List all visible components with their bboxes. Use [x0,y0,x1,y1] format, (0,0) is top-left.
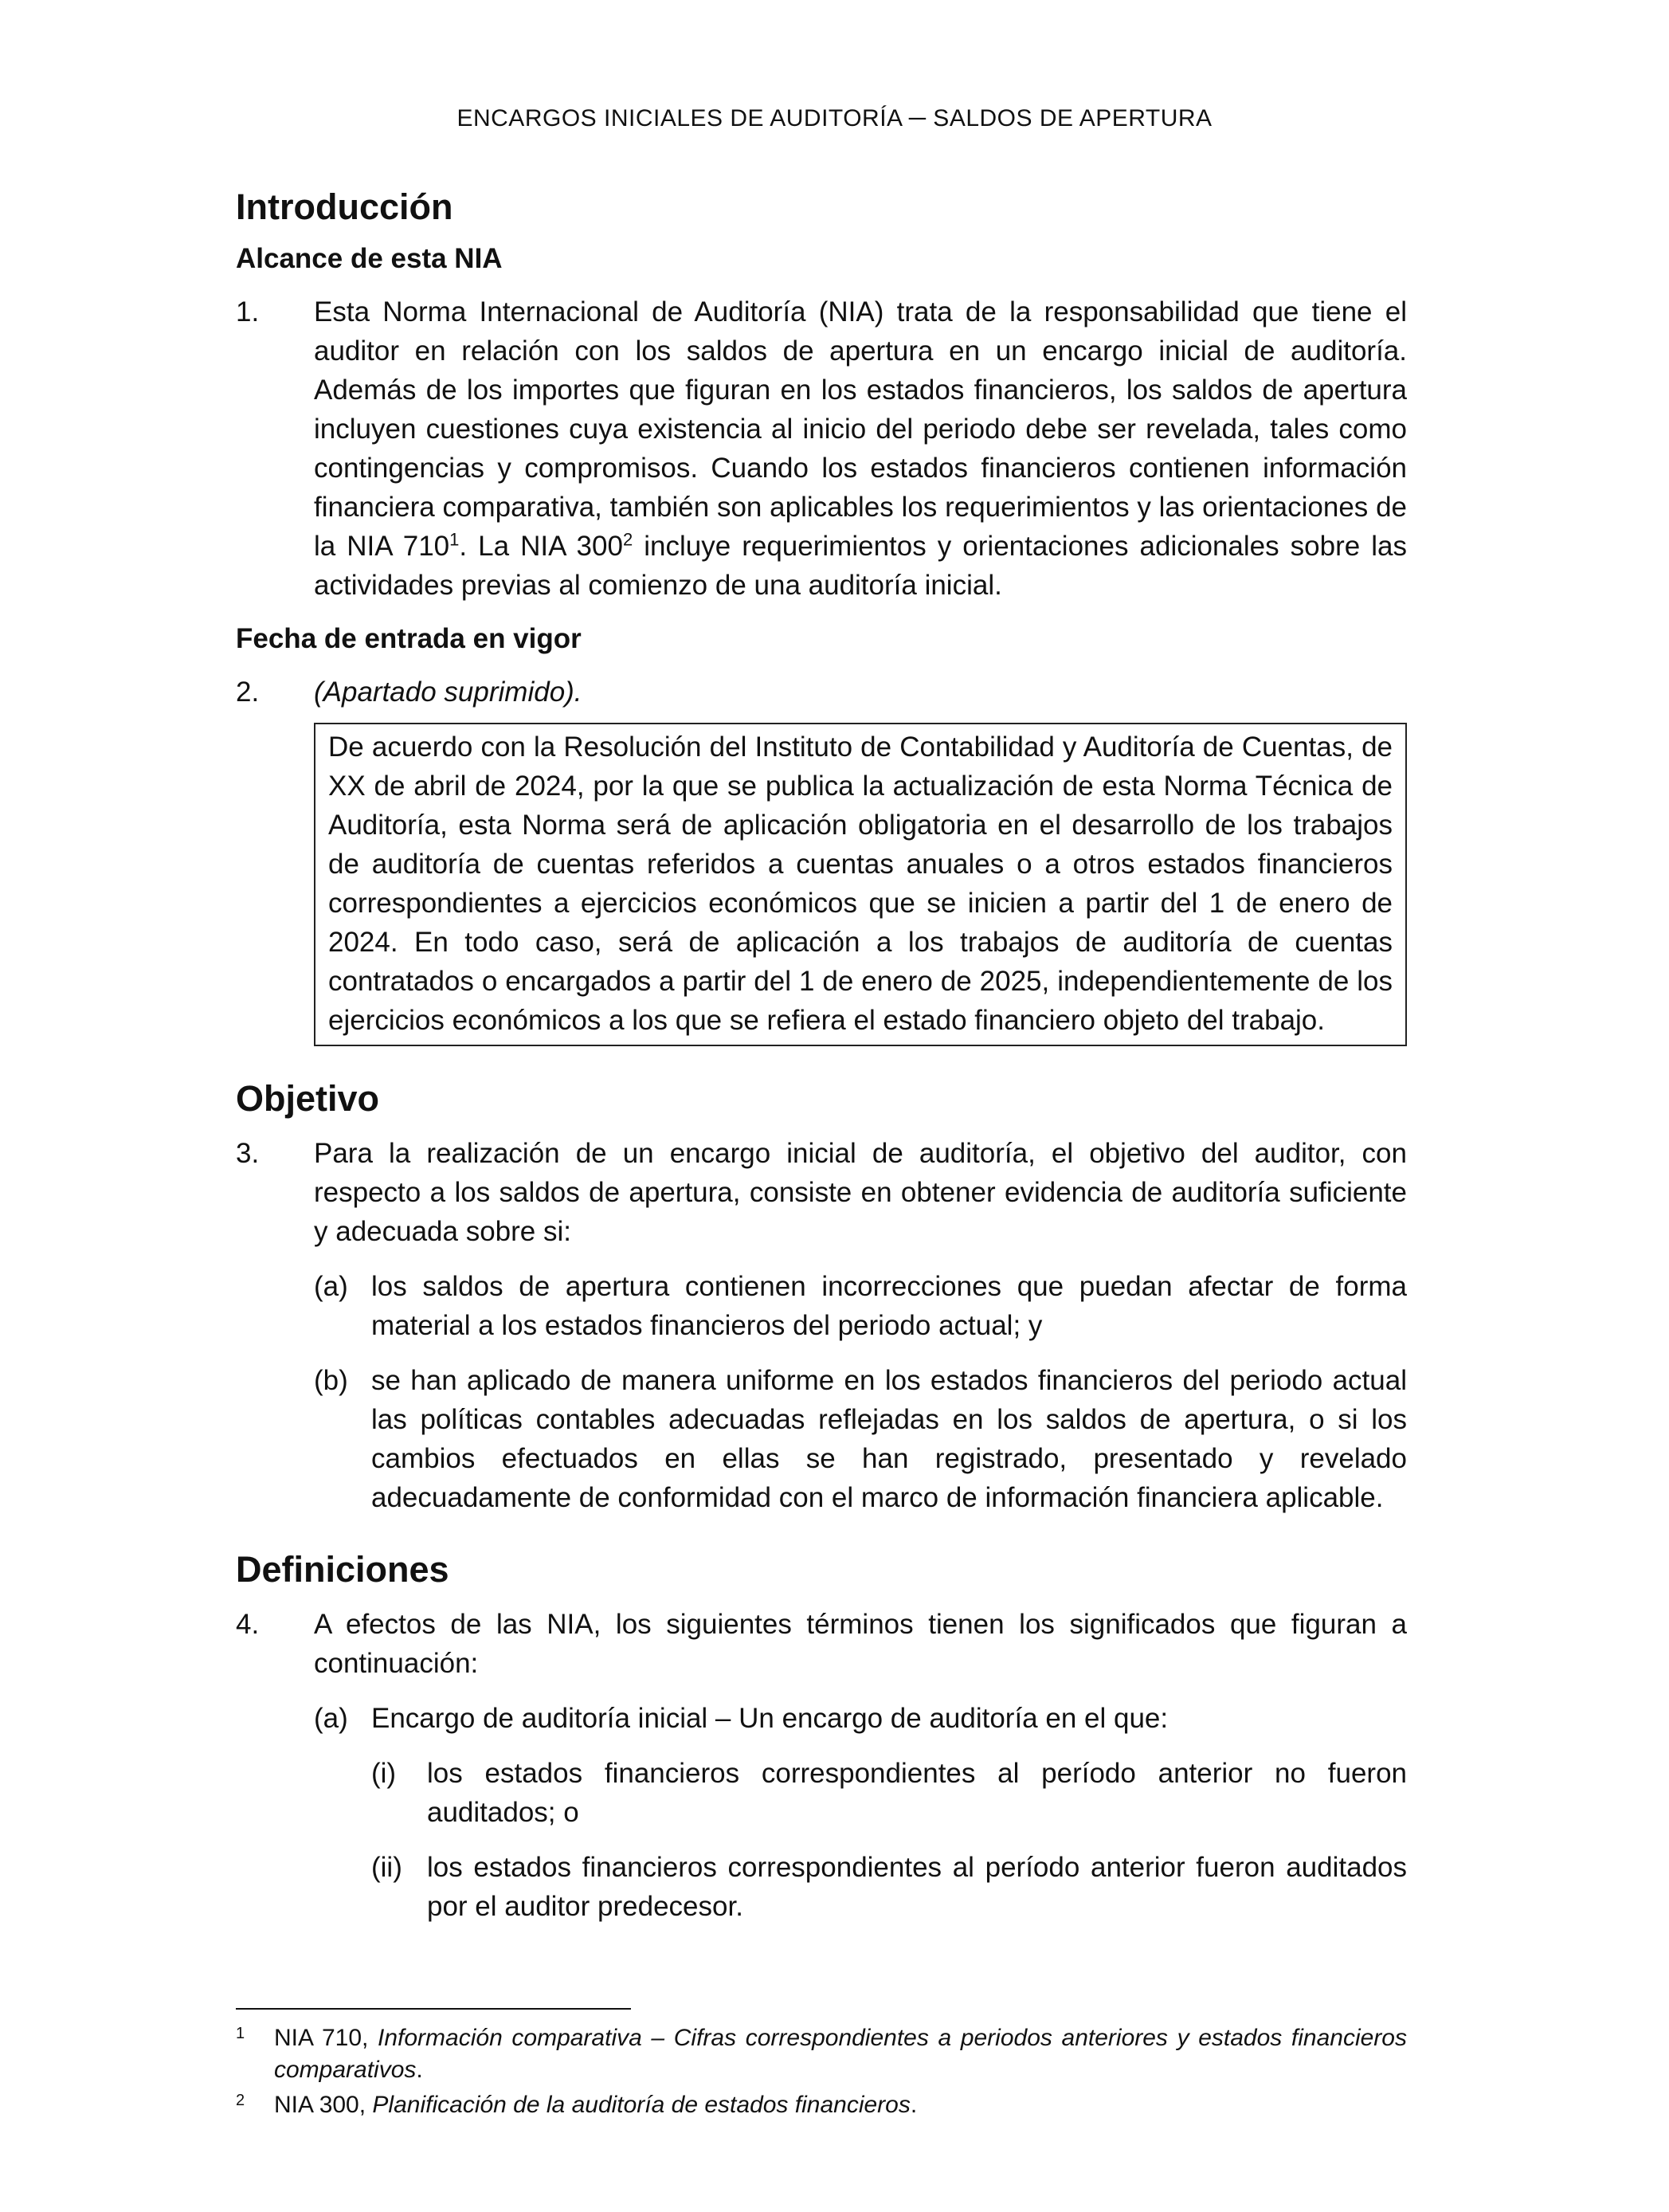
paragraph-text-part: . La NIA 300 [459,531,623,562]
paragraph-number: 1. [236,296,260,327]
paragraph-4 [236,1605,1407,1683]
footnote-number: 2 [236,2092,245,2109]
paragraph-3 [236,1134,1407,1251]
paragraph-number: 2. [236,677,260,708]
footnote-ref-1[interactable]: 1 [449,529,460,550]
footnote-title: Información comparativa – Cifras correspondientes a periodos anteriores y estados financieros comparativos [274,2025,1407,2083]
sub-list-item-label: (ii) [371,1852,402,1883]
subheading-alcance: Alcance de esta NIA [236,243,503,274]
footnote-number: 1 [236,2025,245,2042]
paragraph-text: Para la realización de un encargo inicial de auditoría, el objetivo del auditor, con respecto a los saldos de apertura, consiste en obtener evidencia de auditoría suficiente y adecuada sobre si: [314,1138,1407,1247]
footnote-prefix: NIA 710, [274,2025,378,2051]
paragraph-number: 4. [236,1609,260,1640]
sub-list-item [371,1754,1407,1832]
footnote-suffix: . [416,2057,423,2083]
list-item-label: (a) [314,1271,348,1302]
paragraph-text-part: Esta Norma Internacional de Auditoría (NIA) trata de la responsabilidad que tiene el auditor en relación con los saldos de apertura en un encargo inicial de auditoría. Además de los importes que figuran en los estados financieros, los saldos de apertura incluyen cuestiones cuya existencia al inicio del periodo debe ser revelada, tales como contingencias y compromisos. Cuando los estados financieros contienen información financiera comparativa, también son aplicables los requerimientos y las orientaciones de la NIA 710 [314,296,1407,562]
footnote-ref-2[interactable]: 2 [622,529,633,550]
footnote-2 [236,2089,1407,2121]
list-item-text: se han aplicado de manera uniforme en los estados financieros del periodo actual las políticas contables adecuadas reflejadas en los saldos de apertura, o si los cambios efectuados en ellas se han registrado, presentado y revelado adecuadamente de conformidad con el marco de información financiera aplicable. [371,1365,1407,1513]
footnote-suffix: . [910,2092,918,2118]
section-heading-definiciones: Definiciones [236,1549,449,1590]
footnote-1 [236,2022,1407,2086]
footnote-separator [236,2008,631,2010]
sub-list-item [371,1848,1407,1926]
footnotes [236,2022,1407,2124]
list-item-label: (a) [314,1703,348,1734]
paragraph-text [314,292,1407,605]
boxed-note: De acuerdo con la Resolución del Instituto de Contabilidad y Auditoría de Cuentas, de XX de abril de 2024, por la que se publica la actualización de esta Norma Técnica de Auditoría, esta Norma será de aplicación obligatoria en el desarrollo de los trabajos de auditoría de cuentas referidos a cuentas anuales o a otros estados financieros correspondientes a ejercicios económicos que se inicien a partir del 1 de enero de 2024. En todo caso, será de aplicación a los trabajos de auditoría de cuentas contratados o encargados a partir del 1 de enero de 2025, independientemente de los ejercicios económicos a los que se refiera el estado financiero objeto del trabajo. [314,723,1407,1046]
list-item [314,1267,1407,1345]
paragraph-1 [236,292,1407,605]
paragraph-2 [236,673,1407,712]
running-header: ENCARGOS INICIALES DE AUDITORÍA ─ SALDOS DE APERTURA [456,105,1213,131]
document-body [236,183,1407,1926]
footnote-text [274,2022,1407,2086]
section-heading-objetivo: Objetivo [236,1078,380,1119]
paragraph-text-part: incluye requerimientos y orientaciones adicionales sobre las actividades previas al comienzo de una auditoría inicial. [314,531,1407,601]
section-heading-introduccion: Introducción [236,186,453,227]
footnote-title: Planificación de la auditoría de estados financieros [372,2092,911,2118]
footnote-prefix: NIA 300, [274,2092,373,2118]
list-item [314,1361,1407,1517]
list-item-text: Encargo de auditoría inicial – Un encargo de auditoría en el que: [371,1703,1169,1734]
sub-list-item-label: (i) [371,1758,397,1789]
sub-list-item-text: los estados financieros correspondientes al período anterior fueron auditados por el auditor predecesor. [427,1852,1407,1922]
list-item-label: (b) [314,1365,348,1396]
paragraph-text: A efectos de las NIA, los siguientes términos tienen los significados que figuran a continuación: [314,1609,1407,1679]
subheading-fecha-vigor: Fecha de entrada en vigor [236,623,582,654]
paragraph-number: 3. [236,1138,260,1169]
list-item-text: los saldos de apertura contienen incorrecciones que puedan afectar de forma material a los estados financieros del periodo actual; y [371,1271,1407,1341]
sub-list-item-text: los estados financieros correspondientes al período anterior no fueron auditados; o [427,1758,1407,1828]
footnote-text [274,2089,1407,2121]
paragraph-text: (Apartado suprimido). [314,677,582,708]
list-item [314,1699,1407,1738]
